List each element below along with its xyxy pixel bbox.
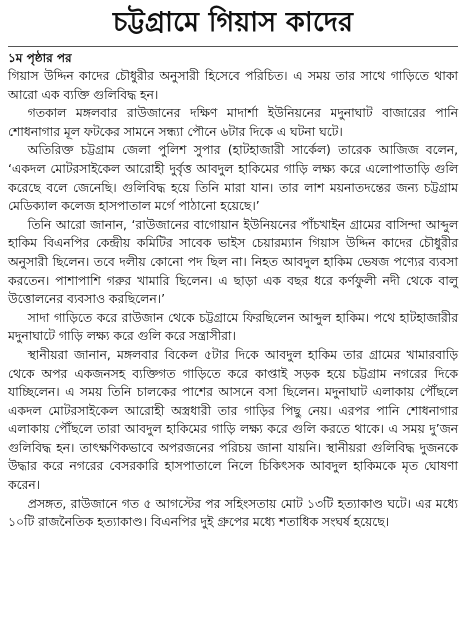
headline-divider [8, 46, 458, 47]
article-paragraph-7: প্রসঙ্গত, রাউজানে গত ৫ আগস্টের পর সহিংসতায় মোট ১৩টি হত্যাকাণ্ড ঘটে। এর মধ্যে ১০টি রাজনৈতিক হত্যাকাণ্ড। বিএনপির দুই গ্রুপের মধ্যে শতাধিক সংঘর্ষ হয়েছে। [8, 496, 458, 530]
article-paragraph-3: অতিরিক্ত চট্টগ্রাম জেলা পুলিশ সুপার (হাটহাজারী সার্কেল) তারেক আজিজ বলেন, ‘একদল মোটরসাইকেল আরোহী দুর্বৃত্ত আবদুল হাকিমের গাড়ি লক্ষ্য করে এলোপাতাড়ি গুলি করেছে বলে জেনেছি। গুলিবিদ্ধ হয়ে তিনি মারা যান। তার লাশ ময়নাতদন্তের জন্য চট্টগ্রাম মেডিক্যাল কলেজ হাসপাতাল মর্গে পাঠানো হয়েছে।’ [8, 143, 458, 214]
continued-from-label: ১ম পৃষ্ঠার পর [8, 51, 72, 65]
article-paragraph-4: তিনি আরো জানান, ‘রাউজানের বাগোয়ান ইউনিয়নের পাঁচখাইন গ্রামের বাসিন্দা আব্দুল হাকিম বিএনপির কেন্দ্রীয় কমিটির সাবেক ভাইস চেয়ারম্যান গিয়াস উদ্দিন কাদের চৌধুরীর অনুসারী ছিলেন। তবে দলীয় কোনো পদ ছিল না। নিহত আবদুল হাকিম ভেষজ পণ্যের ব্যবসা করতেন। পাশাপাশি গরুর খামারি ছিলেন। এ ছাড়া এক বছর ধরে কর্ণফুলী নদী থেকে বালু উত্তোলনের ব্যবসাও করছিলেন।’ [8, 217, 458, 307]
article-headline: চট্টগ্রামে গিয়াস কাদের [112, 7, 354, 38]
article-paragraph-5: সাদা গাড়িতে করে রাউজান থেকে চট্টগ্রামে ফিরছিলেন আব্দুল হাকিম। পথে হাটহাজারীর মদুনাঘাটে গাড়ি লক্ষ্য করে গুলি করে সন্ত্রাসীরা। [8, 310, 458, 344]
article-paragraph-6: স্থানীয়রা জানান, মঙ্গলবার বিকেল ৫টার দিকে আবদুল হাকিম তার গ্রামের খামারবাড়ি থেকে অপর একজনসহ ব্যক্তিগত গাড়িতে করে কাপ্তাই সড়ক হয়ে চট্টগ্রাম নগরের দিকে যাচ্ছিলেন। এ সময় তিনি চালকের পাশের আসনে বসা ছিলেন। মদুনাঘাট এলাকায় পৌঁছলে একদল মোটরসাইকেল আরোহী অস্ত্রধারী তার গাড়ির পিছু নেয়। এরপর পানি শোধনাগার এলাকায় পৌঁছলে তারা আবদুল হাকিমের গাড়ি লক্ষ্য করে গুলি করতে থাকে। এ সময় দু’জন গুলিবিদ্ধ হন। তাৎক্ষণিকভাবে অপরজনের পরিচয় জানা যায়নি। স্থানীয়রা গুলিবিদ্ধ দুজনকে উদ্ধার করে নগরের বেসরকারি হাসপাতালে নিলে চিকিৎসক আবদুল হাকিমকে মৃত ঘোষণা করেন। [8, 347, 458, 493]
article-paragraph-2: গতকাল মঙ্গলবার রাউজানের দক্ষিণ মাদার্শা ইউনিয়নের মদুনাঘাট বাজারের পানি শোধনাগার মূল ফটকের সামনে সন্ধ্যা পৌনে ৬টার দিকে এ ঘটনা ঘটে। [8, 106, 458, 139]
article-paragraph-1: গিয়াস উদ্দিন কাদের চৌধুরীর অনুসারী হিসেবে পরিচিত। এ সময় তার সাথে গাড়িতে থাকা আরো এক ব্যক্তি গুলিবিদ্ধ হন। [8, 69, 458, 102]
